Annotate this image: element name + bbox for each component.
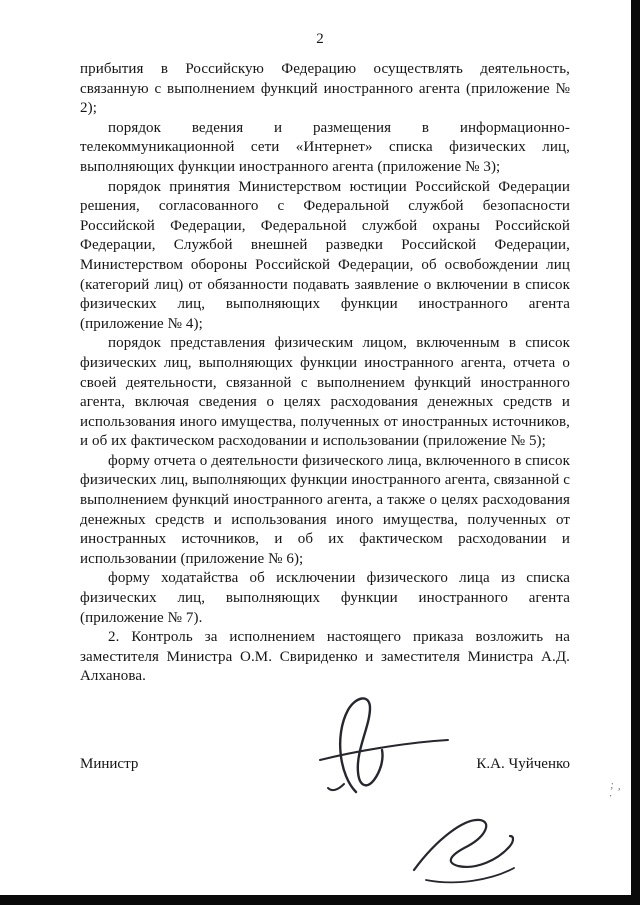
minister-signature-ink (300, 688, 460, 798)
paragraph: 2. Контроль за исполнением настоящего приказа возложить на заместителя Министра О.М. Свириденко и заместителя Министра А.Д. Алханова. (80, 629, 570, 685)
paragraph: порядок принятия Министерством юстиции Российской Федерации решения, согласованного с Федеральной службой безопасности Российской Федерации, Федеральной службой охраны Российской Федерации, Службой внешней разведки Российской Федерации, Министерством обороны Российской Федерации, об освобождении лиц (категорий лиц) от обязанности подавать заявление о включении в список физических лиц, выполняющих функции иностранного агента (приложение № 4); (80, 178, 570, 332)
page-number: 2 (316, 31, 324, 47)
paragraph: прибытия в Российскую Федерацию осуществлять деятельность, связанную с выполнением функций иностранного агента (приложение № 2); (80, 61, 570, 117)
signer-name: К.А. Чуйченко (476, 756, 570, 772)
secondary-signature-ink (400, 806, 530, 891)
scan-border-bottom (0, 895, 640, 905)
paragraph: порядок ведения и размещения в информационно-телекоммуникационной сети «Интернет» списка физических лиц, выполняющих функции иностранного агента (приложение № 3); (80, 119, 570, 175)
paragraph: форму ходатайства об исключении физического лица из списка физических лиц, выполняющих функции иностранного агента (приложение № 7). (80, 570, 570, 626)
signer-title: Министр (80, 756, 139, 772)
paragraph: форму отчета о деятельности физического лица, включенного в список физических лиц, выполняющих функции иностранного агента, связанной с выполнением функций иностранного агента, а также о целях расходования денежных средств и использования иного имущества, полученных от иностранных источников, и об их фактическом расходовании и использовании (приложение № 6); (80, 452, 570, 567)
document-body (80, 60, 570, 687)
scan-artifact-marks: ; , . (608, 779, 623, 800)
scan-border-right (631, 0, 640, 905)
paragraph: порядок представления физическим лицом, включенным в список физических лиц, выполняющих функции иностранного агента, отчета о своей деятельности, связанной с выполнением функций иностранного агента, включая сведения о целях расходования денежных средств и использования иного имущества, полученных от иностранных источников, и об их фактическом расходовании и использовании (приложение № 5); (80, 335, 570, 450)
